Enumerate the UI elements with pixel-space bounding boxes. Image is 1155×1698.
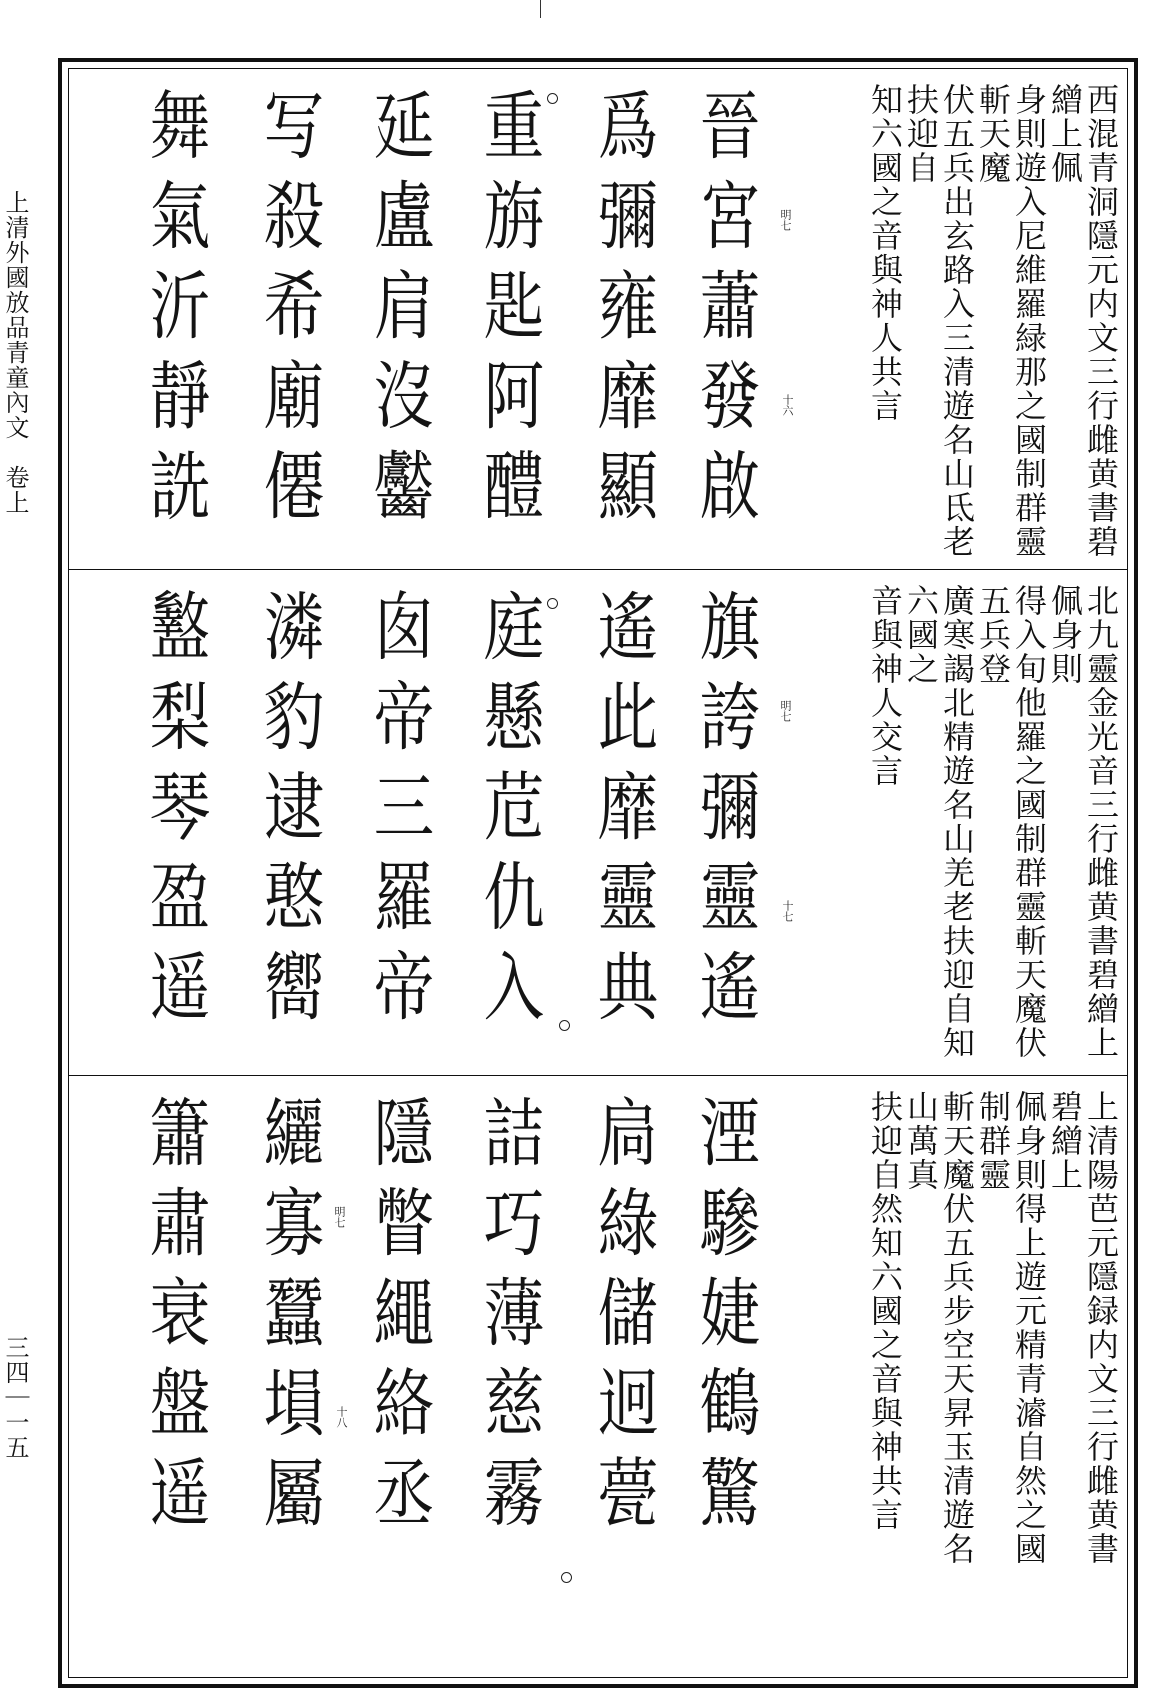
running-title: 上清外國放品青童內文 卷上 — [1, 190, 29, 515]
commentary-line: 身則遊入尼維羅緑那之國制群靈斬天魔 — [974, 83, 1048, 559]
seal-script-column: 写殺希廟僊 — [253, 87, 325, 537]
leaf-marker: 十八 — [335, 1406, 348, 1428]
commentary-line: 伏五兵出玄路入三清遊名山氐老扶迎自 — [902, 83, 976, 559]
talisman-panel-2 — [69, 569, 1127, 1076]
commentary-text — [867, 83, 1119, 563]
seal-script-column: 扃綠儲迥甍 — [587, 1094, 659, 1544]
seal-script-column: 纚寡蠶塤屬 — [253, 1094, 325, 1544]
edition-marker: 明七 — [333, 1206, 346, 1228]
seal-script-column: 盭梨琴盈遥 — [139, 588, 211, 1038]
edition-marker: 明七 — [779, 209, 792, 231]
page-frame — [58, 58, 1138, 1688]
commentary-line: 得入旬他羅之國制群靈斬天魔伏五兵登 — [974, 584, 1048, 1060]
page-frame-inner — [68, 68, 1128, 1678]
seal-script-column: 舞氣沂靜詵 — [139, 87, 211, 537]
commentary-line: 斬天魔伏五兵步空天昇玉清遊名山萬真 — [902, 1090, 976, 1566]
seal-script-column: 湮驂婕鶴驚 — [689, 1094, 761, 1544]
seal-script-column: 潾豹逮憨嚮 — [253, 588, 325, 1038]
page-number: 三四｜一五 — [1, 1335, 29, 1460]
seal-script-column: 簫肅衰盤遥 — [139, 1094, 211, 1544]
seal-script-column: 晉宮蕭發啟 — [689, 87, 761, 537]
punctuation-circle — [559, 1020, 570, 1031]
seal-script-column: 旗誇彌靈遙 — [689, 588, 761, 1038]
talisman-panel-3 — [69, 1075, 1127, 1676]
commentary-line: 北九靈金光音三行雌黄書碧繒上佩身則 — [1046, 584, 1120, 1060]
commentary-line: 上清陽芭元隱録内文三行雌黄書碧繒上 — [1046, 1090, 1120, 1566]
commentary-line: 音與神人交言 — [866, 584, 904, 788]
commentary-line: 廣寒謁北精遊名山羌老扶迎自知六國之 — [902, 584, 976, 1060]
leaf-marker: 十六 — [781, 394, 794, 416]
seal-script-column: 爲彌雍靡顯 — [587, 87, 659, 537]
seal-script-column: 庭懸苊仇入 — [473, 588, 545, 1038]
punctuation-circle — [561, 1572, 572, 1583]
commentary-line: 扶迎自然知六國之音與神共言 — [866, 1090, 904, 1532]
seal-script-column: 囱帝三羅帝 — [363, 588, 435, 1038]
top-crop-mark — [540, 0, 541, 18]
talisman-panel-1 — [69, 69, 1127, 569]
seal-script-column: 遙此靡靈典 — [587, 588, 659, 1038]
commentary-line: 知六國之音與神人共言 — [866, 83, 904, 423]
seal-script-column: 詰巧薄慈霧 — [473, 1094, 545, 1544]
commentary-line: 佩身則得上遊元精青𤀹自然之國制群靈 — [974, 1090, 1048, 1566]
punctuation-circle — [547, 93, 558, 104]
commentary-text — [867, 584, 1119, 1064]
seal-script-column: 重旃匙阿醴 — [473, 87, 545, 537]
punctuation-circle — [547, 598, 558, 609]
commentary-line: 西混青洞隱元内文三行雌黄書碧繒上佩 — [1046, 83, 1120, 559]
leaf-marker: 十七 — [781, 900, 794, 922]
seal-script-column: 延盧肩沒齾 — [363, 87, 435, 537]
seal-script-column: 隱瞥繩絡丞 — [363, 1094, 435, 1544]
edition-marker: 明七 — [779, 700, 792, 722]
commentary-text — [867, 1090, 1119, 1570]
